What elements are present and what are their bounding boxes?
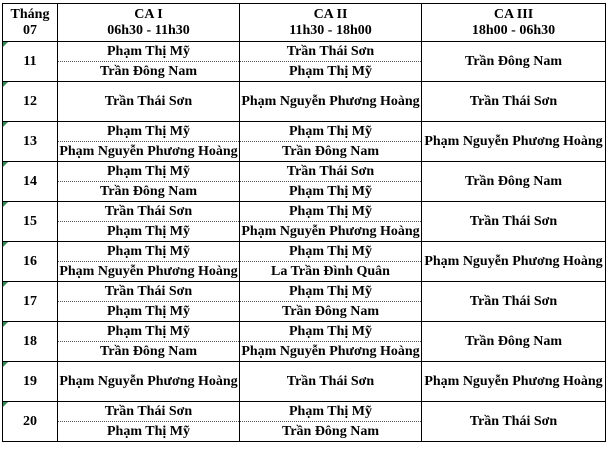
staff-name: Phạm Nguyễn Phương Hoàng xyxy=(240,221,421,241)
corner-mark-icon xyxy=(3,322,8,327)
shift-2-header xyxy=(240,4,422,42)
day-number: 17 xyxy=(23,293,37,309)
day-number: 12 xyxy=(23,93,37,109)
shift-2-cell xyxy=(240,282,422,322)
day-number: 20 xyxy=(23,413,37,429)
staff-list xyxy=(58,402,239,441)
roster-body xyxy=(3,42,606,442)
shift-1-cell xyxy=(58,82,240,122)
table-row xyxy=(3,122,606,162)
staff-name: Trần Đông Nam xyxy=(465,333,562,349)
shift-2-name: CA II xyxy=(313,6,348,22)
table-row xyxy=(3,202,606,242)
staff-name: Phạm Nguyễn Phương Hoàng xyxy=(424,133,603,149)
staff-name: Phạm Thị Mỹ xyxy=(289,284,372,299)
header-row xyxy=(3,4,606,42)
day-number: 18 xyxy=(23,333,37,349)
staff-name: Trần Đông Nam xyxy=(465,173,562,189)
day-cell xyxy=(3,402,58,442)
table-row xyxy=(3,282,606,322)
corner-mark-icon xyxy=(3,42,8,47)
staff-name: Phạm Nguyễn Phương Hoàng xyxy=(58,261,239,281)
table-row xyxy=(3,362,606,402)
table-row xyxy=(3,322,606,362)
staff-list xyxy=(58,282,239,321)
day-number: 19 xyxy=(23,373,37,389)
shift-1-cell xyxy=(58,202,240,242)
corner-mark-icon xyxy=(3,202,8,207)
staff-name: Phạm Thị Mỹ xyxy=(58,221,239,241)
shift-3-cell xyxy=(422,402,606,442)
shift-1-cell xyxy=(58,162,240,202)
staff-name: Phạm Thị Mỹ xyxy=(289,204,372,219)
day-number: 13 xyxy=(23,133,37,149)
staff-name: Phạm Thị Mỹ xyxy=(58,301,239,321)
shift-2-cell xyxy=(240,42,422,82)
staff-list xyxy=(58,242,239,281)
staff-name: Phạm Thị Mỹ xyxy=(289,124,372,139)
day-cell xyxy=(3,202,58,242)
staff-name: Trần Thái Sơn xyxy=(104,284,193,299)
staff-name: Phạm Thị Mỹ xyxy=(107,44,190,59)
staff-name: Trần Đông Nam xyxy=(58,341,239,361)
shift-2-cell xyxy=(240,322,422,362)
shift-3-cell xyxy=(422,322,606,362)
staff-name: Trần Thái Sơn xyxy=(286,164,375,179)
staff-name: Trần Thái Sơn xyxy=(469,93,558,109)
shift-3-cell xyxy=(422,242,606,282)
shift-3-cell xyxy=(422,162,606,202)
staff-name: Phạm Thị Mỹ xyxy=(107,324,190,339)
table-row xyxy=(3,42,606,82)
table-row xyxy=(3,82,606,122)
shift-1-time: 06h30 - 11h30 xyxy=(107,22,190,38)
shift-1-cell xyxy=(58,122,240,162)
staff-list xyxy=(58,202,239,241)
shift-3-cell xyxy=(422,122,606,162)
staff-name: Phạm Nguyễn Phương Hoàng xyxy=(424,373,603,389)
staff-name: Phạm Thị Mỹ xyxy=(58,421,239,441)
staff-name: Phạm Thị Mỹ xyxy=(107,124,190,139)
day-number: 15 xyxy=(23,213,37,229)
day-cell xyxy=(3,42,58,82)
staff-name: Phạm Thị Mỹ xyxy=(289,404,372,419)
staff-name: La Trần Đình Quân xyxy=(240,261,421,281)
day-number: 16 xyxy=(23,253,37,269)
shift-1-cell xyxy=(58,242,240,282)
staff-name: Phạm Nguyễn Phương Hoàng xyxy=(240,341,421,361)
month-label: Tháng xyxy=(10,6,50,22)
shift-1-header xyxy=(58,4,240,42)
shift-1-cell xyxy=(58,282,240,322)
staff-list xyxy=(58,322,239,361)
shift-2-cell xyxy=(240,162,422,202)
staff-name: Phạm Nguyễn Phương Hoàng xyxy=(241,93,420,109)
shift-2-cell xyxy=(240,202,422,242)
shift-1-cell xyxy=(58,42,240,82)
shift-1-cell xyxy=(58,402,240,442)
staff-name: Trần Đông Nam xyxy=(465,53,562,69)
staff-name: Phạm Nguyễn Phương Hoàng xyxy=(424,253,603,269)
shift-3-time: 18h00 - 06h30 xyxy=(471,22,556,38)
staff-name: Trần Thái Sơn xyxy=(469,213,558,229)
staff-name: Trần Thái Sơn xyxy=(469,293,558,309)
shift-3-cell xyxy=(422,82,606,122)
staff-list xyxy=(240,122,421,161)
corner-mark-icon xyxy=(3,122,8,127)
staff-name: Trần Thái Sơn xyxy=(469,413,558,429)
shift-3-header xyxy=(422,4,606,42)
staff-name: Trần Thái Sơn xyxy=(286,44,375,59)
corner-mark-icon xyxy=(3,282,8,287)
staff-name: Phạm Thị Mỹ xyxy=(240,61,421,81)
staff-name: Phạm Thị Mỹ xyxy=(289,244,372,259)
staff-list xyxy=(58,122,239,161)
staff-name: Trần Đông Nam xyxy=(240,421,421,441)
staff-name: Phạm Thị Mỹ xyxy=(107,244,190,259)
staff-name: Phạm Thị Mỹ xyxy=(289,324,372,339)
shift-1-name: CA I xyxy=(134,6,163,22)
table-row xyxy=(3,242,606,282)
staff-name: Trần Đông Nam xyxy=(240,301,421,321)
staff-name: Trần Đông Nam xyxy=(58,181,239,201)
table-row xyxy=(3,402,606,442)
staff-name: Phạm Nguyễn Phương Hoàng xyxy=(58,141,239,161)
staff-name: Trần Thái Sơn xyxy=(286,373,375,389)
staff-name: Phạm Thị Mỹ xyxy=(107,164,190,179)
staff-list xyxy=(58,42,239,81)
staff-name: Trần Thái Sơn xyxy=(104,404,193,419)
day-number: 14 xyxy=(23,173,37,189)
day-cell xyxy=(3,282,58,322)
corner-mark-icon xyxy=(3,82,8,87)
staff-list xyxy=(240,42,421,81)
day-cell xyxy=(3,322,58,362)
shift-2-cell xyxy=(240,82,422,122)
corner-mark-icon xyxy=(3,362,8,367)
staff-list xyxy=(58,162,239,201)
day-cell xyxy=(3,122,58,162)
month-header xyxy=(3,4,58,42)
day-cell xyxy=(3,362,58,402)
staff-name: Phạm Nguyễn Phương Hoàng xyxy=(59,373,238,389)
staff-name: Trần Thái Sơn xyxy=(104,93,193,109)
shift-2-cell xyxy=(240,242,422,282)
shift-3-cell xyxy=(422,362,606,402)
staff-name: Trần Đông Nam xyxy=(240,141,421,161)
month-number: 07 xyxy=(23,22,37,38)
staff-name: Trần Thái Sơn xyxy=(104,204,193,219)
day-cell xyxy=(3,162,58,202)
shift-2-cell xyxy=(240,122,422,162)
staff-name: Trần Đông Nam xyxy=(58,61,239,81)
shift-2-cell xyxy=(240,362,422,402)
day-cell xyxy=(3,82,58,122)
corner-mark-icon xyxy=(3,162,8,167)
duty-roster-table xyxy=(2,3,606,442)
day-cell xyxy=(3,242,58,282)
staff-list xyxy=(240,282,421,321)
shift-3-name: CA III xyxy=(493,6,534,22)
staff-list xyxy=(240,402,421,441)
corner-mark-icon xyxy=(3,242,8,247)
shift-1-cell xyxy=(58,362,240,402)
shift-3-cell xyxy=(422,42,606,82)
staff-name: Phạm Thị Mỹ xyxy=(240,181,421,201)
corner-mark-icon xyxy=(3,402,8,407)
shift-1-cell xyxy=(58,322,240,362)
shift-2-time: 11h30 - 18h00 xyxy=(289,22,372,38)
shift-2-cell xyxy=(240,402,422,442)
staff-list xyxy=(240,202,421,241)
staff-list xyxy=(240,162,421,201)
shift-3-cell xyxy=(422,202,606,242)
staff-list xyxy=(240,242,421,281)
table-row xyxy=(3,162,606,202)
day-number: 11 xyxy=(23,53,37,69)
shift-3-cell xyxy=(422,282,606,322)
staff-list xyxy=(240,322,421,361)
